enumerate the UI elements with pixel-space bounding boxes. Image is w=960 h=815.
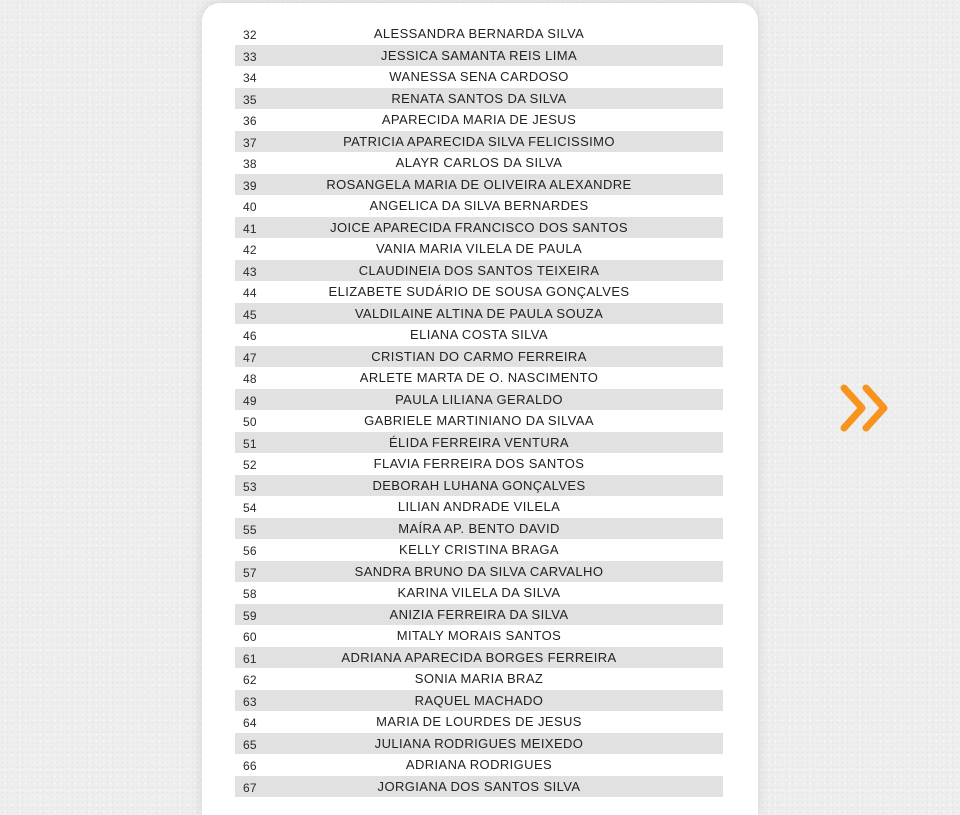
list-item-name: ADRIANA RODRIGUES (405, 757, 553, 773)
list-item-name: DEBORAH LUHANA GONÇALVES (372, 477, 586, 493)
list-item (235, 281, 723, 303)
list-item-name: JESSICA SAMANTA REIS LIMA (380, 47, 578, 63)
list-item-name: ARLETE MARTA DE O. NASCIMENTO (359, 370, 599, 386)
list-item-number: 60 (243, 630, 257, 644)
double-chevron-right-icon (838, 382, 898, 436)
list-item-number: 66 (243, 759, 257, 773)
list-item-name: PATRICIA APARECIDA SILVA FELICISSIMO (343, 133, 615, 149)
list-item-number: 44 (243, 286, 257, 300)
list-item-number: 55 (243, 522, 257, 537)
list-item (235, 217, 723, 239)
list-item-name: JOICE APARECIDA FRANCISCO DOS SANTOS (330, 219, 628, 235)
list-item-name: ALESSANDRA BERNARDA SILVA (373, 26, 585, 42)
list-item (235, 432, 723, 454)
list-item-number: 45 (243, 307, 257, 322)
list-item-number: 49 (243, 393, 257, 408)
list-item-number: 38 (243, 157, 257, 171)
list-item (235, 324, 723, 346)
list-item-number: 41 (243, 221, 257, 236)
list-item-number: 46 (243, 329, 257, 343)
list-item-number: 58 (243, 587, 257, 601)
list-item-number: 33 (243, 49, 257, 64)
list-item-name: MITALY MORAIS SANTOS (396, 628, 562, 644)
list-item (235, 668, 723, 690)
list-item (235, 66, 723, 88)
list-item (235, 475, 723, 497)
list-item-name: GABRIELE MARTINIANO DA SILVAA (364, 413, 594, 429)
list-item-name: ELIZABETE SUDÁRIO DE SOUSA GONÇALVES (328, 284, 630, 300)
list-item-number: 40 (243, 200, 257, 214)
list-item-name: JULIANA RODRIGUES MEIXEDO (374, 735, 584, 751)
names-card (202, 3, 758, 815)
list-item-name: JORGIANA DOS SANTOS SILVA (377, 778, 581, 794)
list-item-name: ELIANA COSTA SILVA (410, 327, 548, 343)
list-item-name: ÉLIDA FERREIRA VENTURA (388, 434, 569, 450)
list-item-number: 61 (243, 651, 257, 666)
list-item (235, 195, 723, 217)
list-item-number: 47 (243, 350, 257, 365)
list-item-name: ADRIANA APARECIDA BORGES FERREIRA (341, 649, 617, 665)
list-item-number: 43 (243, 264, 257, 279)
list-item-name: ROSANGELA MARIA DE OLIVEIRA ALEXANDRE (326, 176, 632, 192)
list-item (235, 88, 723, 110)
list-item (235, 496, 723, 518)
list-item-number: 34 (243, 71, 257, 85)
list-item (235, 754, 723, 776)
list-item (235, 776, 723, 798)
list-item-name: RAQUEL MACHADO (414, 692, 544, 708)
list-item (235, 690, 723, 712)
list-item-name: KARINA VILELA DA SILVA (397, 585, 561, 601)
list-item-number: 54 (243, 501, 257, 515)
list-item (235, 260, 723, 282)
list-item (235, 23, 723, 45)
list-item-number: 39 (243, 178, 257, 193)
list-item-number: 56 (243, 544, 257, 558)
list-item (235, 625, 723, 647)
list-item (235, 238, 723, 260)
next-button[interactable] (838, 382, 898, 436)
list-item (235, 45, 723, 67)
list-item (235, 152, 723, 174)
list-item-number: 65 (243, 737, 257, 752)
list-item-number: 48 (243, 372, 257, 386)
names-list (235, 23, 723, 797)
list-item-number: 37 (243, 135, 257, 150)
list-item (235, 109, 723, 131)
list-item-name: APARECIDA MARIA DE JESUS (381, 112, 577, 128)
list-item (235, 367, 723, 389)
list-item-number: 53 (243, 479, 257, 494)
list-item-number: 67 (243, 780, 257, 795)
list-item-name: FLAVIA FERREIRA DOS SANTOS (373, 456, 585, 472)
list-item-name: LILIAN ANDRADE VILELA (397, 499, 561, 515)
list-item-name: WANESSA SENA CARDOSO (389, 69, 569, 85)
list-item-name: CLAUDINEIA DOS SANTOS TEIXEIRA (358, 262, 600, 278)
list-item-number: 36 (243, 114, 257, 128)
list-item (235, 389, 723, 411)
list-item (235, 604, 723, 626)
list-item (235, 410, 723, 432)
list-item-name: MAÍRA AP. BENTO DAVID (398, 520, 560, 536)
list-item-name: VANIA MARIA VILELA DE PAULA (375, 241, 583, 257)
list-item-name: ANIZIA FERREIRA DA SILVA (389, 606, 569, 622)
list-item-number: 35 (243, 92, 257, 107)
list-item (235, 131, 723, 153)
list-item (235, 582, 723, 604)
list-item-number: 51 (243, 436, 257, 451)
list-item-number: 57 (243, 565, 257, 580)
list-item (235, 303, 723, 325)
list-item-number: 42 (243, 243, 257, 257)
list-item (235, 561, 723, 583)
list-item-number: 50 (243, 415, 257, 429)
list-item-name: MARIA DE LOURDES DE JESUS (376, 714, 582, 730)
list-item-number: 64 (243, 716, 257, 730)
list-item-name: ALAYR CARLOS DA SILVA (395, 155, 563, 171)
list-item (235, 711, 723, 733)
list-item-number: 63 (243, 694, 257, 709)
list-item-name: SANDRA BRUNO DA SILVA CARVALHO (354, 563, 604, 579)
list-item-number: 62 (243, 673, 257, 687)
list-item-name: RENATA SANTOS DA SILVA (391, 90, 567, 106)
list-item-name: PAULA LILIANA GERALDO (395, 391, 563, 407)
list-item-number: 32 (243, 28, 257, 42)
list-item (235, 539, 723, 561)
list-item (235, 453, 723, 475)
list-item (235, 733, 723, 755)
list-item-name: SONIA MARIA BRAZ (414, 671, 544, 687)
list-item (235, 174, 723, 196)
list-item-name: KELLY CRISTINA BRAGA (399, 542, 559, 558)
list-item (235, 647, 723, 669)
list-item-name: ANGELICA DA SILVA BERNARDES (369, 198, 589, 214)
list-item-name: CRISTIAN DO CARMO FERREIRA (371, 348, 587, 364)
list-item-number: 59 (243, 608, 257, 623)
list-item-number: 52 (243, 458, 257, 472)
list-item-name: VALDILAINE ALTINA DE PAULA SOUZA (354, 305, 604, 321)
list-item (235, 518, 723, 540)
list-item (235, 346, 723, 368)
